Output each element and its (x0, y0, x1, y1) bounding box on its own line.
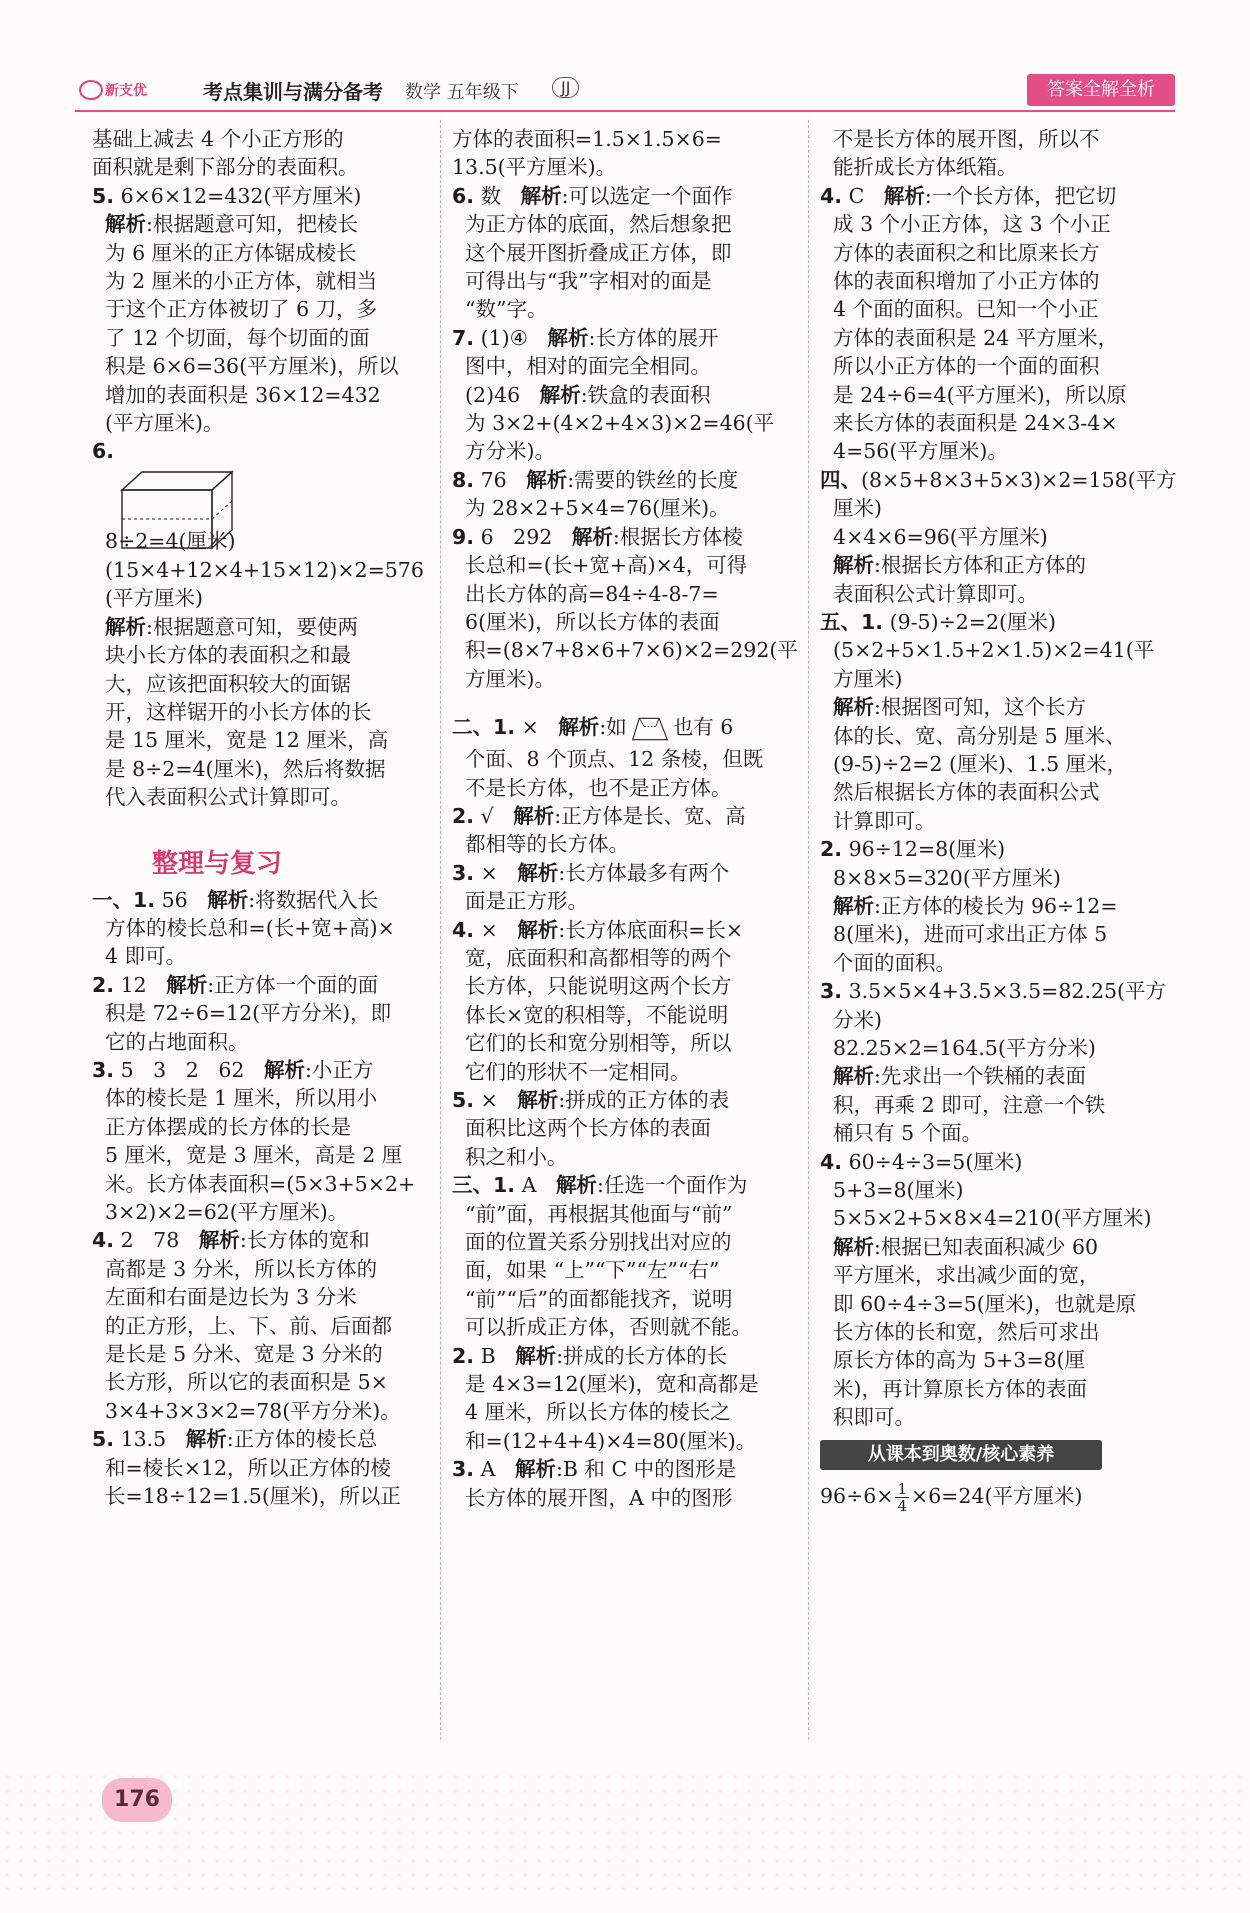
text-line: 体长×宽的积相等，不能说明 (465, 1002, 729, 1027)
text-line: 6(厘米)，所以长方体的表面 (465, 609, 720, 634)
column-1 (92, 125, 442, 1510)
text-line: 长=18÷12=1.5(厘米)，所以正 (105, 1484, 401, 1509)
text-line: 是 15 厘米，宽是 12 厘米，高 (105, 728, 389, 753)
text-line: 5 厘米，宽是 3 厘米，高是 2 厘 (105, 1143, 403, 1168)
answer-line: (2)46 解析:铁盒的表面积 (465, 382, 711, 407)
answer-line: 四、(8×5+8×3+5×3)×2=158(平方 (820, 467, 1177, 492)
answer-line: 4. × 解析:长方体底面积=长× (452, 917, 744, 942)
text-line: 宽，底面积和高都相等的两个 (465, 945, 732, 970)
book-subject: 数学 五年级下 (405, 82, 519, 103)
text-line: 长总和=(长+宽+高)×4，可得 (465, 553, 748, 578)
text-line: 为正方体的底面，然后想象把 (465, 212, 732, 237)
answer-line: 3. 5 3 2 62 解析:小正方 (92, 1057, 374, 1082)
text-line: 即 60÷4÷3=5(厘米)，也就是原 (833, 1291, 1137, 1316)
answer-line: 96÷6× $\frac{1}{4}$ ×6=24(平方厘米) (820, 1479, 1083, 1515)
text-line: 长方体的长和宽，然后可求出 (833, 1320, 1100, 1345)
section-title: 整理与复习 (152, 848, 283, 879)
text-line: 长方形，所以它的表面积是 5× (105, 1370, 388, 1395)
answer-line: 三、1. A 解析:任选一个面作为 (452, 1173, 748, 1198)
text-line: 分米) (833, 1007, 883, 1032)
answer-line: 2. 12 解析:正方体一个面的面 (92, 972, 379, 997)
text-line: 开，这样锯开的小长方体的长 (105, 699, 372, 724)
book-title: 考点集训与满分备考 (203, 80, 383, 104)
text-line: (15×4+12×4+15×12)×2=576 (105, 557, 424, 582)
logo-text: 新支优 (105, 83, 147, 99)
text-line: 面的位置关系分别找出对应的 (465, 1230, 732, 1255)
text-line: 积是 72÷6=12(平方分米)，即 (105, 1001, 392, 1026)
text-line: 8(厘米)，进而可求出正方体 5 (833, 922, 1108, 947)
text-line: 为 2 厘米的小正方体，就相当 (105, 269, 378, 294)
text-line: 方体的表面积是 24 平方厘米， (833, 325, 1119, 350)
analysis-line: 解析:根据图可知，这个长方 (833, 695, 1086, 720)
text-line: 面是正方形。 (465, 889, 589, 914)
text-line: 正方体摆成的长方体的长是 (105, 1114, 352, 1139)
answer-line: 二、1. × 解析:如 也有 6 (452, 709, 807, 745)
text-line: 桶只有 5 个面。 (833, 1121, 983, 1146)
text-line: 左面和右面是边长为 3 分米 (105, 1285, 357, 1310)
analysis-line: 解析:正方体的棱长为 96÷12= (833, 893, 1118, 918)
text-line: 是 24÷6=4(平方厘米)，所以原 (833, 382, 1127, 407)
answer-line: 一、1. 56 解析:将数据代入长 (92, 887, 379, 912)
text-line: 计算即可。 (833, 808, 936, 833)
text-line: 长方体，只能说明这两个长方 (465, 974, 732, 999)
text-line: 都相等的长方体。 (465, 832, 630, 857)
text-line: “前”“后”的面都能找齐，说明 (465, 1286, 733, 1311)
text-line: 积是 6×6=36(平方厘米)，所以 (105, 354, 399, 379)
text-line: 平方厘米，求出减少面的宽， (833, 1263, 1100, 1288)
text-line: 出长方体的高=84÷4-8-7= (465, 581, 719, 606)
text-line: 这个展开图折叠成正方体，即 (465, 240, 732, 265)
text-line: 不是长方体，也不是正方体。 (465, 775, 732, 800)
answer-line: 2. √ 解析:正方体是长、宽、高 (452, 803, 746, 828)
text-line: 高都是 3 分米，所以长方体的 (105, 1256, 378, 1281)
answer-line: 9. 6 292 解析:根据长方体棱 (452, 524, 743, 549)
answer-line: 5. 13.5 解析:正方体的棱长总 (92, 1427, 378, 1452)
text-line: 体的棱长是 1 厘米，所以用小 (105, 1086, 378, 1111)
text-line: 能折成长方体纸箱。 (833, 155, 1018, 180)
text-line: 3×2)×2=62(平方厘米)。 (105, 1200, 349, 1224)
text-line: 4=56(平方厘米)。 (833, 439, 1008, 464)
publisher-logo (75, 76, 210, 106)
analysis-line: 解析:根据长方体和正方体的 (833, 553, 1086, 578)
page-header (75, 72, 1175, 112)
text-line: 它们的长和宽分别相等，所以 (465, 1031, 732, 1056)
fraction: $\frac{1}{4}$ (897, 1479, 908, 1515)
text-line: 可得出与“我”字相对的面是 (465, 269, 712, 294)
page-number: 176 (102, 1778, 172, 1822)
text-line: 表面积公式计算即可。 (833, 581, 1039, 606)
analysis-line: 解析:根据已知表面积减少 60 (833, 1234, 1099, 1259)
text-line: 13.5(平方厘米)。 (452, 155, 617, 180)
text-line: 来长方体的表面积是 24×3-4× (833, 411, 1118, 436)
text-line: 它们的形状不一定相同。 (465, 1059, 691, 1084)
text-line: 积之和小。 (465, 1144, 568, 1169)
text-line: 体的长、宽、高分别是 5 厘米、 (833, 723, 1126, 748)
column-divider (808, 120, 809, 1740)
section-banner: 从课本到奥数/核心素养 (820, 1440, 1102, 1470)
text-line: 可以折成正方体，否则就不能。 (465, 1315, 753, 1340)
text-line: 4 厘米，所以长方体的棱长之 (465, 1400, 731, 1425)
text-line: 积，再乘 2 即可，注意一个铁 (833, 1092, 1106, 1117)
frustum-figure (627, 715, 673, 743)
text-line: 所以小正方体的一个面的面积 (833, 354, 1100, 379)
text-line: 是长是 5 分米、宽是 3 分米的 (105, 1342, 383, 1367)
text-line: 和=棱长×12，所以正方体的棱 (105, 1455, 391, 1480)
answer-line: 6. (92, 437, 442, 527)
text-line: 然后根据长方体的表面积公式 (833, 780, 1100, 805)
logo-icon (79, 80, 103, 100)
text-line: 为 6 厘米的正方体锯成棱长 (105, 240, 357, 265)
text-line: 个面、8 个顶点、12 条棱，但既 (465, 747, 764, 772)
answer-badge: 答案全解全析 (1027, 74, 1175, 106)
answer-line: 4. 60÷4÷3=5(厘米) (820, 1149, 1023, 1174)
edition-badge: JJ (552, 77, 579, 98)
text-line: 个面的面积。 (833, 950, 957, 975)
answer-line: 4. 2 78 解析:长方体的宽和 (92, 1228, 370, 1253)
text-line: 4 即可。 (105, 944, 187, 969)
analysis-line: 解析:根据题意可知，把棱长 (105, 212, 358, 237)
answer-line: 五、1. (9-5)÷2=2(厘米) (820, 609, 1057, 634)
text-line: 8×8×5=320(平方厘米) (833, 865, 1061, 890)
text-line: 5×5×2+5×8×4=210(平方厘米) (833, 1206, 1152, 1231)
text-line: 方体的表面积之和比原来长方 (833, 240, 1100, 265)
text-line: 长方体的展开图，A 中的图形 (465, 1485, 733, 1510)
text-line: 了 12 个切面，每个切面的面 (105, 325, 370, 350)
text-line: 的正方形，上、下、前、后面都 (105, 1313, 393, 1338)
text-line: 面积比这两个长方体的表面 (465, 1116, 712, 1141)
text-line: 方厘米) (833, 666, 903, 691)
text-line: 4 个面的面积。已知一个小正 (833, 297, 1099, 322)
answer-line: 2. 96÷12=8(厘米) (820, 837, 1006, 862)
answer-line: 8. 76 解析:需要的铁丝的长度 (452, 467, 739, 492)
text-line: 3×4+3×3×2=78(平方分米)。 (105, 1398, 401, 1423)
text-line: 基础上减去 4 个小正方形的 (92, 127, 344, 151)
analysis-line: 解析:根据题意可知，要使两 (105, 614, 358, 639)
text-line: 和=(12+4+4)×4=80(厘米)。 (465, 1428, 757, 1453)
answer-line: 5. 6×6×12=432(平方厘米) (92, 183, 362, 208)
cuboid-figure (120, 470, 235, 550)
text-line: 成 3 个小正方体，这 3 个小正 (833, 212, 1111, 237)
answer-line: 3. × 解析:长方体最多有两个 (452, 860, 730, 885)
text-line: 大，应该把面积较大的面锯 (105, 671, 352, 696)
column-3 (820, 125, 1175, 1514)
text-line: 不是长方体的展开图，所以不 (833, 127, 1100, 151)
header-rule (75, 110, 1175, 112)
text-line: (平方厘米)。 (105, 411, 224, 436)
text-line: 米)，再计算原长方体的表面 (833, 1376, 1088, 1401)
text-line: 面，如果 “上”“下”“左”“右” (465, 1258, 720, 1283)
text-line: 是 8÷2=4(厘米)，然后将数据 (105, 756, 386, 781)
text-line: (平方厘米) (105, 586, 204, 611)
text-line: 方厘米)。 (465, 666, 556, 691)
answer-line: 6. 数 解析:可以选定一个面作 (452, 183, 733, 208)
text-line: 4×4×6=96(平方厘米) (833, 524, 1048, 549)
text-line: 积=(8×7+8×6+7×6)×2=292(平 (465, 638, 798, 663)
text-line: 8÷2=4(厘米) (105, 529, 236, 554)
answer-line: 3. 3.5×5×4+3.5×3.5=82.25(平方 (820, 979, 1167, 1004)
text-line: 方体的表面积=1.5×1.5×6= (452, 127, 722, 151)
text-line: 82.25×2=164.5(平方分米) (833, 1036, 1096, 1060)
text-line: 块小长方体的表面积之和最 (105, 643, 352, 668)
column-2 (452, 125, 807, 1512)
text-line: 为 28×2+5×4=76(厘米)。 (465, 496, 730, 521)
text-line: 体的表面积增加了小正方体的 (833, 269, 1100, 294)
text-line: (5×2+5×1.5+2×1.5)×2=41(平 (833, 638, 1155, 663)
text-line: 方分米)。 (465, 439, 556, 464)
answer-line: 2. B 解析:拼成的长方体的长 (452, 1343, 728, 1368)
text-line: “数”字。 (465, 297, 548, 322)
text-line: 增加的表面积是 36×12=432 (105, 382, 381, 407)
text-line: 是 4×3=12(厘米)，宽和高都是 (465, 1372, 759, 1397)
text-line: “前”面，再根据其他面与“前” (465, 1201, 733, 1226)
text-line: 厘米) (833, 496, 883, 521)
text-line: 代入表面积公式计算即可。 (105, 785, 352, 810)
text-line: 为 3×2+(4×2+4×3)×2=46(平 (465, 411, 775, 436)
text-line: 5+3=8(厘米) (833, 1178, 964, 1203)
text-line: 积即可。 (833, 1405, 916, 1430)
answer-line: 5. × 解析:拼成的正方体的表 (452, 1088, 730, 1112)
text-line: 图中，相对的面完全相同。 (465, 354, 712, 379)
text-line: 于这个正方体被切了 6 刀，多 (105, 297, 378, 322)
footer-decoration (0, 1770, 1250, 1890)
answer-line: 4. C 解析:一个长方体，把它切 (820, 183, 1117, 208)
text-line: 它的占地面积。 (105, 1029, 249, 1054)
analysis-line: 解析:先求出一个铁桶的表面 (833, 1064, 1086, 1089)
text-line: 方体的棱长总和=(长+宽+高)× (105, 915, 395, 940)
text-line: (9-5)÷2=2 (厘米)、1.5 厘米， (833, 751, 1128, 776)
text-line: 米。长方体表面积=(5×3+5×2+ (105, 1171, 416, 1196)
text-line: 面积就是剩下部分的表面积。 (92, 155, 359, 180)
answer-line: 7. (1)④ 解析:长方体的展开 (452, 325, 719, 350)
text-line: 原长方体的高为 5+3=8(厘 (833, 1348, 1086, 1373)
answer-line: 3. A 解析:B 和 C 中的图形是 (452, 1457, 737, 1482)
